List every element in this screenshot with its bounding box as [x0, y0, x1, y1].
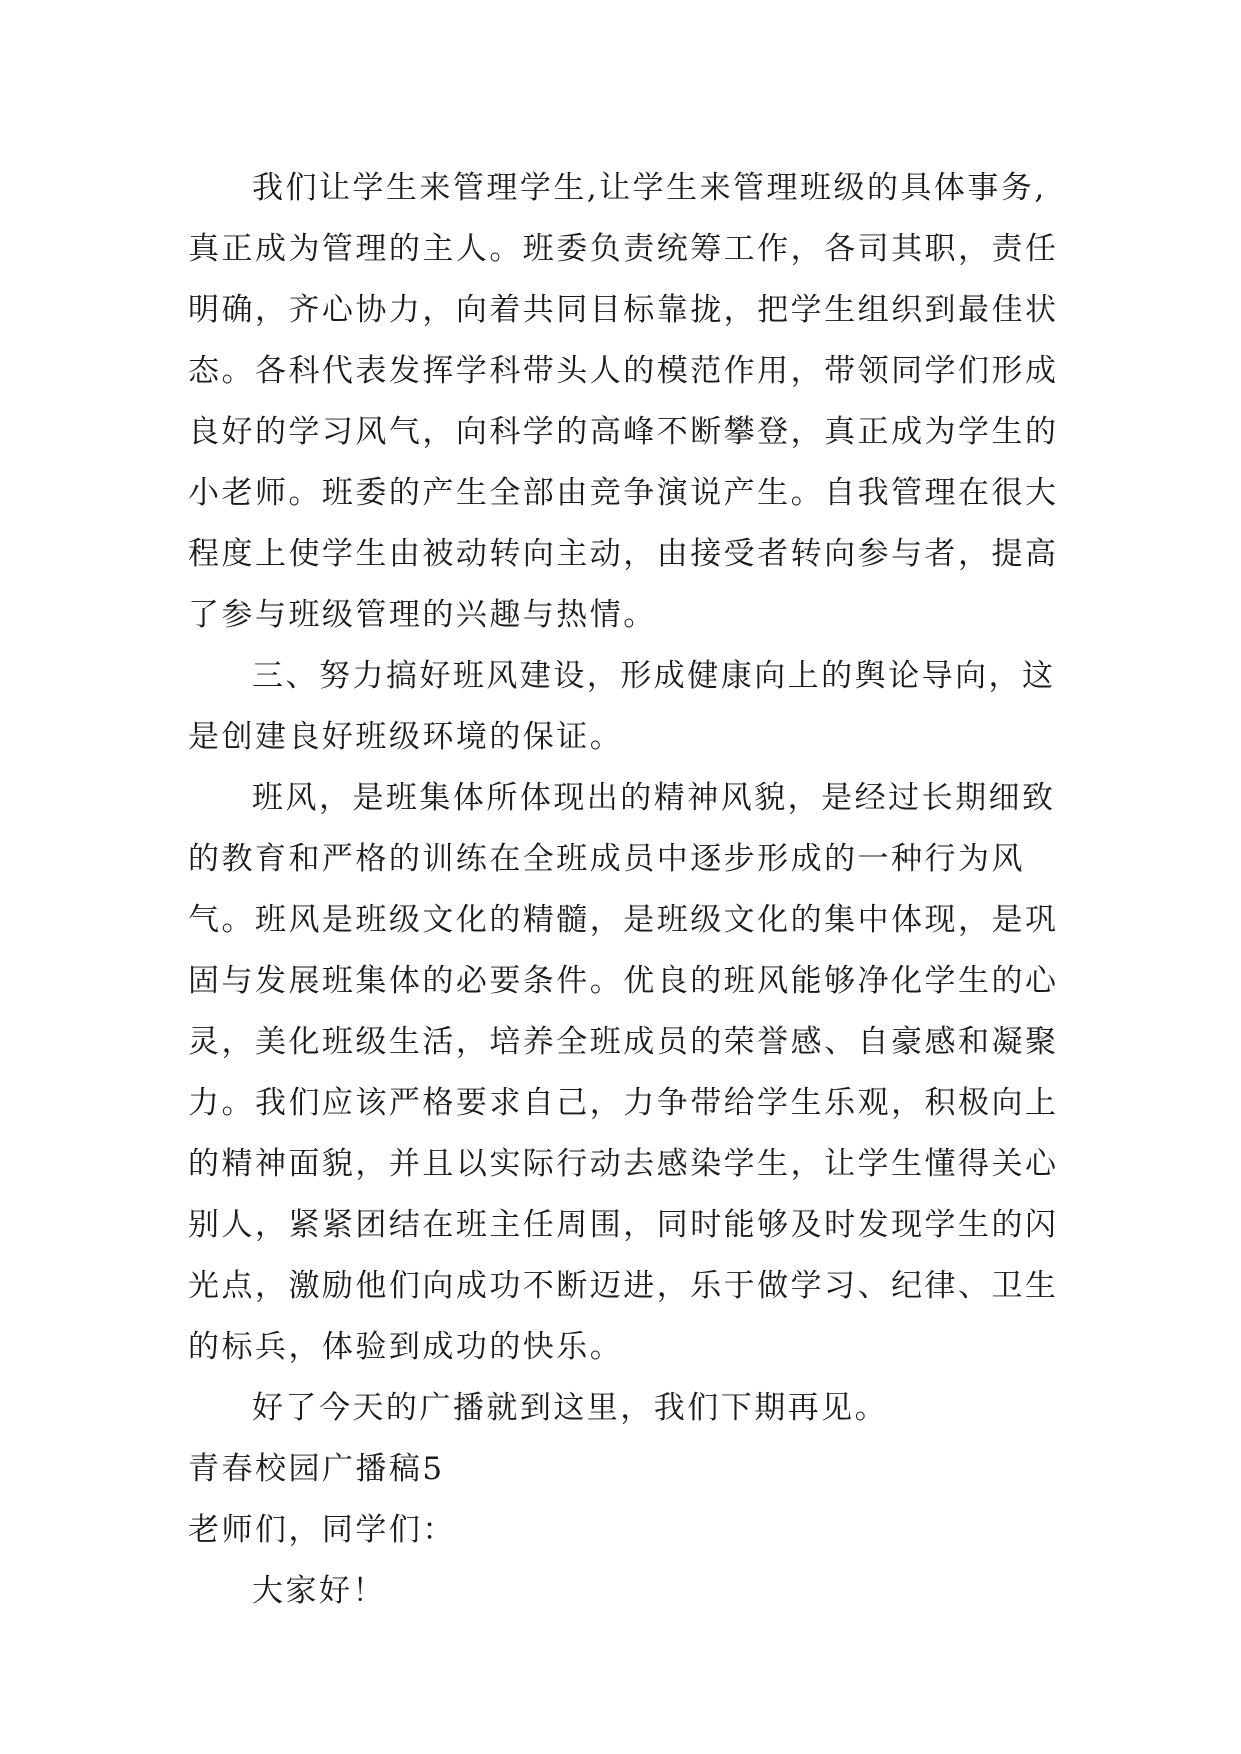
text-line: 程度上使学生由被动转向主动，由接受者转向参与者，提高 [188, 536, 1059, 572]
text-line: 是创建良好班级环境的保证。 [188, 719, 624, 755]
text-line: 的标兵，体验到成功的快乐。 [188, 1329, 624, 1365]
text-line: 气。班风是班级文化的精髓，是班级文化的集中体现，是巩 [188, 902, 1059, 938]
text-line: 灵，美化班级生活，培养全班成员的荣誉感、自豪感和凝聚 [188, 1024, 1059, 1060]
section-title: 青春校园广播稿5 [188, 1451, 445, 1487]
text-line: 明确，齐心协力，向着共同目标靠拢，把学生组织到最佳状 [188, 292, 1059, 328]
section-heading-line: 三、努力搞好班风建设，形成健康向上的舆论导向，这 [252, 658, 1056, 694]
text-line: 力。我们应该严格要求自己，力争带给学生乐观，积极向上 [188, 1085, 1059, 1121]
salutation-line: 老师们，同学们： [188, 1512, 456, 1548]
text-line: 良好的学习风气，向科学的高峰不断攀登，真正成为学生的 [188, 414, 1059, 450]
text-line: 光点，激励他们向成功不断迈进，乐于做学习、纪律、卫生 [188, 1268, 1059, 1304]
closing-line: 好了今天的广播就到这里，我们下期再见。 [252, 1390, 889, 1426]
text-line: 态。各科代表发挥学科带头人的模范作用，带领同学们形成 [188, 353, 1059, 389]
text-line: 的精神面貌，并且以实际行动去感染学生，让学生懂得关心 [188, 1146, 1059, 1182]
text-line: 的教育和严格的训练在全班成员中逐步形成的一种行为风 [188, 841, 1025, 877]
text-line: 我们让学生来管理学生,让学生来管理班级的具体事务, [252, 170, 1047, 206]
text-line: 了参与班级管理的兴趣与热情。 [188, 597, 657, 633]
document-body [188, 158, 1068, 1622]
text-line: 别人，紧紧团结在班主任周围，同时能够及时发现学生的闪 [188, 1207, 1059, 1243]
text-line: 固与发展班集体的必要条件。优良的班风能够净化学生的心 [188, 963, 1059, 999]
text-line: 真正成为管理的主人。班委负责统筹工作，各司其职，责任 [188, 231, 1059, 267]
greeting-line: 大家好！ [252, 1573, 386, 1609]
text-line: 小老师。班委的产生全部由竞争演说产生。自我管理在很大 [188, 475, 1059, 511]
text-line: 班风，是班集体所体现出的精神风貌，是经过长期细致 [252, 780, 1056, 816]
